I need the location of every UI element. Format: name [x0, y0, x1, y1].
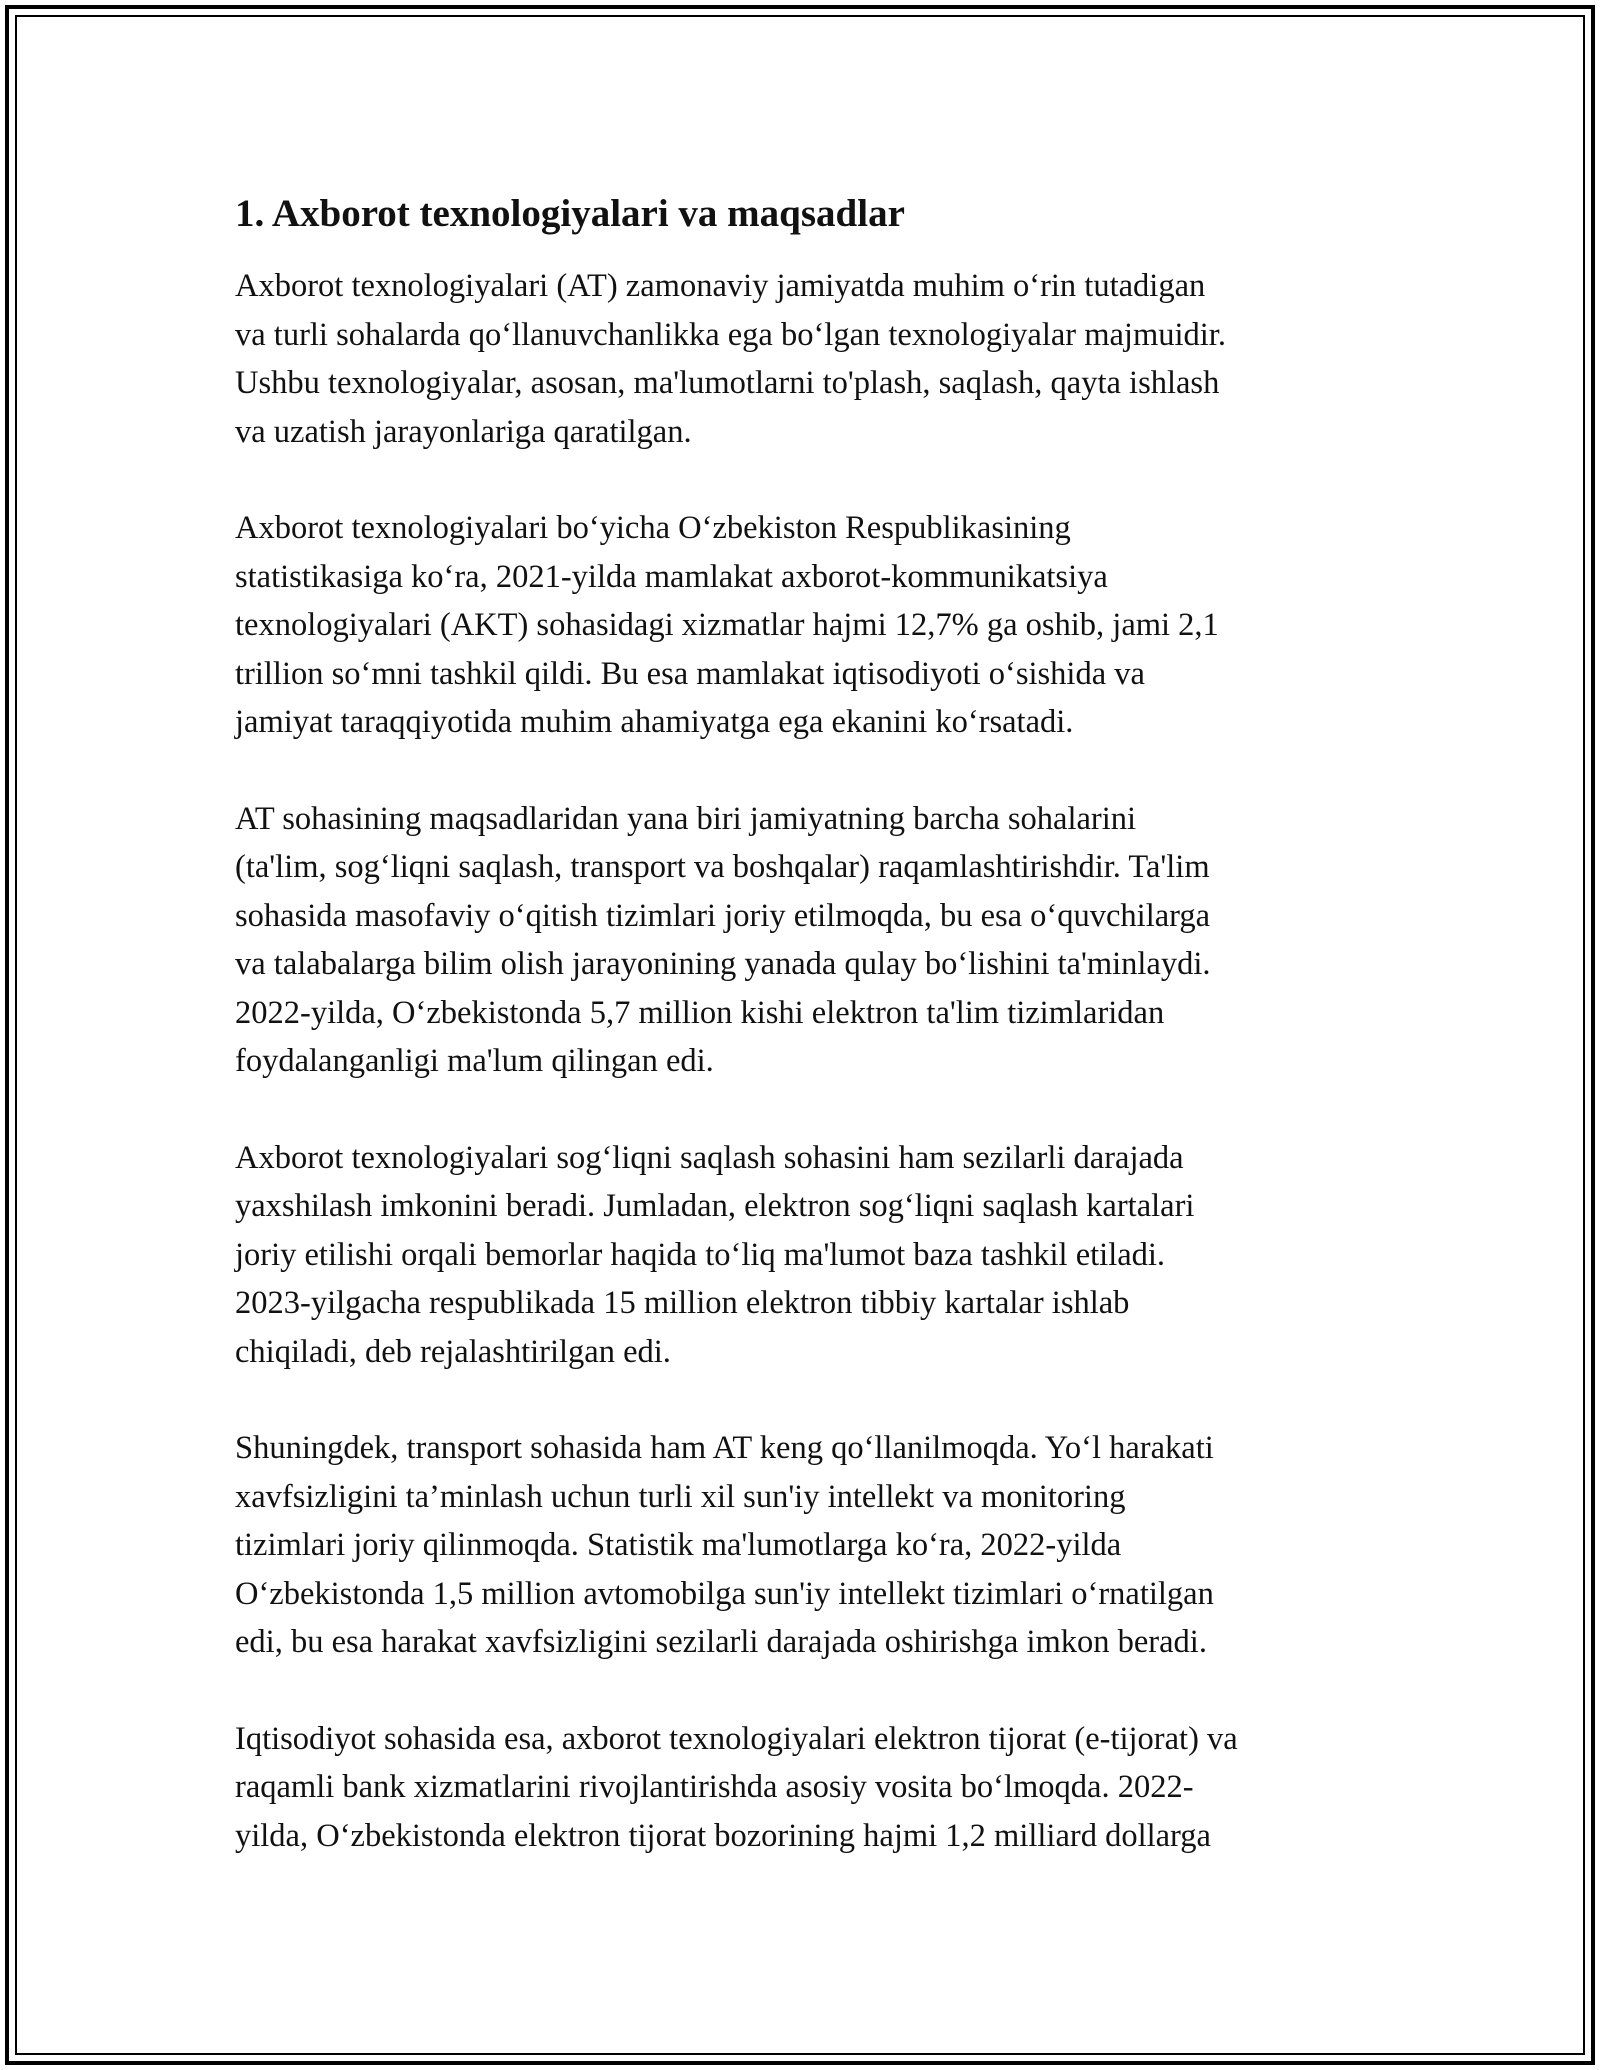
text-line: Axborot texnologiyalari (AT) zamonaviy jamiyatda muhim o‘rin tutadigan — [235, 268, 1206, 304]
text-line: (ta'lim, sog‘liqni saqlash, transport va boshqalar) raqamlashtirishdir. Ta'lim — [235, 849, 1210, 885]
text-line: Shuningdek, transport sohasida ham AT keng qo‘llanilmoqda. Yo‘l harakati — [235, 1430, 1214, 1466]
text-line: statistikasiga ko‘ra, 2021-yilda mamlakat axborot-kommunikatsiya — [235, 558, 1108, 595]
document-body — [235, 188, 1375, 1860]
text-line: va uzatish jarayonlariga qaratilgan. — [235, 413, 692, 450]
text-line: yilda, O‘zbekistonda elektron tijorat bozorining hajmi 1,2 milliard dollarga — [235, 1817, 1211, 1854]
text-line: Ushbu texnologiyalar, asosan, ma'lumotlarni to'plash, saqlash, qayta ishlash — [235, 365, 1220, 401]
text-line: Axborot texnologiyalari bo‘yicha O‘zbekiston Respublikasining — [235, 510, 1071, 546]
text-line: sohasida masofaviy o‘qitish tizimlari joriy etilmoqda, bu esa o‘quvchilarga — [235, 897, 1211, 934]
text-line: Iqtisodiyot sohasida esa, axborot texnologiyalari elektron tijorat (e-tijorat) va — [235, 1720, 1238, 1757]
text-line: xavfsizligini ta’minlash uchun turli xil sun'iy intellekt va monitoring — [235, 1478, 1126, 1515]
text-line: foydalanganligi ma'lum qilingan edi. — [235, 1043, 714, 1079]
text-line: chiqiladi, deb rejalashtirilgan edi. — [235, 1333, 671, 1370]
text-line: joriy etilishi orqali bemorlar haqida to‘liq ma'lumot baza tashkil etiladi. — [235, 1236, 1166, 1273]
section-title: 1. Axborot texnologiyalari va maqsadlar — [235, 192, 905, 235]
text-line: trillion so‘mni tashkil qildi. Bu esa mamlakat iqtisodiyoti o‘sishida va — [235, 655, 1145, 692]
paragraph-4 — [235, 1134, 1375, 1377]
text-line: yaxshilash imkonini beradi. Jumladan, elektron sog‘liqni saqlash kartalari — [235, 1188, 1195, 1224]
paragraph-3 — [235, 795, 1375, 1086]
text-line: O‘zbekistonda 1,5 million avtomobilga sun'iy intellekt tizimlari o‘rnatilgan — [235, 1575, 1214, 1612]
paragraph-1 — [235, 262, 1375, 456]
text-line: Axborot texnologiyalari sog‘liqni saqlash sohasini ham sezilarli darajada — [235, 1139, 1184, 1176]
text-line: 2023-yilgacha respublikada 15 million elektron tibbiy kartalar ishlab — [235, 1285, 1130, 1321]
paragraph-2 — [235, 504, 1375, 747]
text-line: 2022-yilda, O‘zbekistonda 5,7 million kishi elektron ta'lim tizimlaridan — [235, 994, 1165, 1031]
text-line: va talabalarga bilim olish jarayonining yanada qulay bo‘lishini ta'minlaydi. — [235, 946, 1211, 982]
text-line: tizimlari joriy qilinmoqda. Statistik ma'lumotlarga ko‘ra, 2022-yilda — [235, 1527, 1122, 1563]
text-line: raqamli bank xizmatlarini rivojlantirishda asosiy vosita bo‘lmoqda. 2022- — [235, 1769, 1194, 1805]
paragraph-6 — [235, 1715, 1375, 1861]
text-line: jamiyat taraqqiyotida muhim ahamiyatga ega ekanini ko‘rsatadi. — [235, 704, 1074, 740]
paragraph-5 — [235, 1424, 1375, 1667]
text-line: AT sohasining maqsadlaridan yana biri jamiyatning barcha sohalarini — [235, 800, 1137, 837]
text-line: texnologiyalari (AKT) sohasidagi xizmatlar hajmi 12,7% ga oshib, jami 2,1 — [235, 607, 1219, 643]
text-line: edi, bu esa harakat xavfsizligini sezilarli darajada oshirishga imkon beradi. — [235, 1624, 1207, 1660]
text-line: va turli sohalarda qo‘llanuvchanlikka ega bo‘lgan texnologiyalar majmuidir. — [235, 316, 1226, 353]
